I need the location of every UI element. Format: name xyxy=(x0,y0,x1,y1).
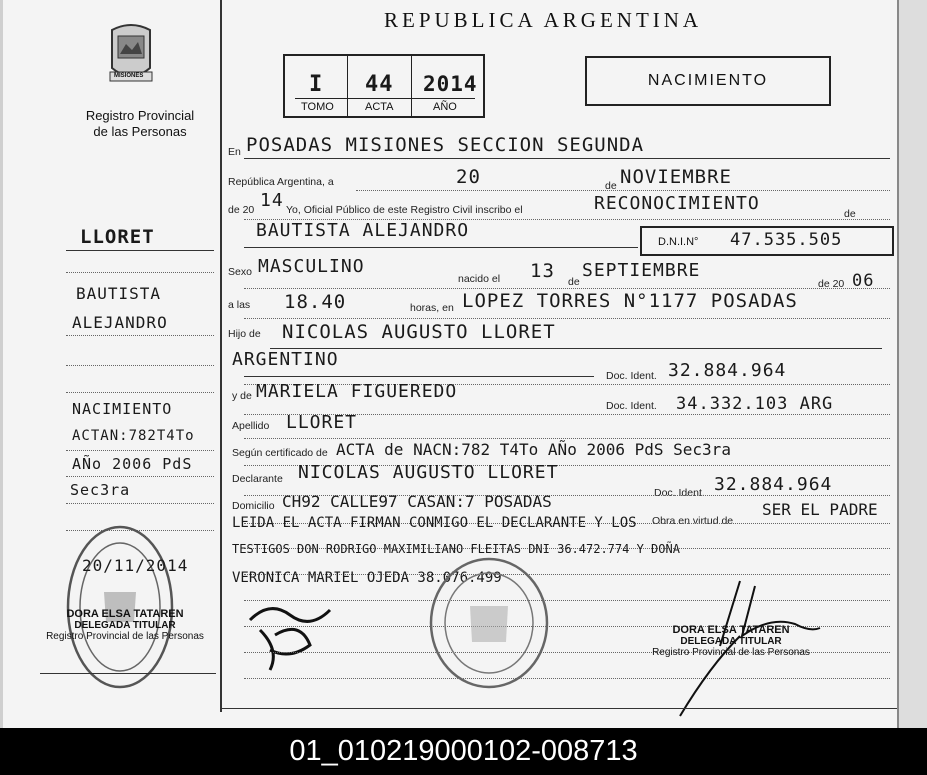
value-birth-day: 13 xyxy=(530,260,555,282)
value-apellido: LLORET xyxy=(286,412,358,433)
value-hour: 18.40 xyxy=(284,291,347,313)
country-title: REPUBLICA ARGENTINA xyxy=(384,8,703,32)
margin-official-block xyxy=(40,608,210,642)
margin-names-2: ALEJANDRO xyxy=(72,313,168,332)
value-birth-place: LOPEZ TORRES N°1177 POSADAS xyxy=(462,290,798,312)
bottom-border xyxy=(222,708,897,709)
value-father: NICOLAS AUGUSTO LLORET xyxy=(282,321,556,343)
margin-dots-4 xyxy=(66,392,214,393)
label-de-3: de xyxy=(568,276,580,288)
label-yde: y de xyxy=(232,390,252,402)
registry-line-1: Registro Provincial xyxy=(85,108,195,123)
label-segun: Según certificado de xyxy=(232,447,328,459)
margin-names-1: BAUTISTA xyxy=(76,284,162,303)
value-dni: 47.535.505 xyxy=(730,230,843,250)
record-type: NACIMIENTO xyxy=(647,72,769,89)
value-father-doc: 32.884.964 xyxy=(668,360,787,381)
tomo-value: I xyxy=(309,72,324,97)
document-id-footer: 01_010219000102-008713 xyxy=(0,728,927,775)
right-page-edge xyxy=(897,0,927,728)
margin-stamp-date: 20/11/2014 xyxy=(82,556,189,575)
value-father-nat: ARGENTINO xyxy=(232,349,339,370)
crest-label: MISIONES xyxy=(114,73,144,79)
line-apellido xyxy=(244,438,890,439)
label-doc1: Doc. Ident. xyxy=(606,370,657,382)
label-de: de xyxy=(605,180,617,192)
acta-label: ACTA xyxy=(365,101,394,113)
right-official-name: DORA ELSA TATAREN xyxy=(672,624,790,636)
label-nacido: nacido el xyxy=(458,273,501,285)
value-birth-month: SEPTIEMBRE xyxy=(582,260,701,281)
margin-dots-5 xyxy=(66,450,214,451)
label-en: En xyxy=(228,146,241,158)
label-horas: horas, en xyxy=(410,302,454,314)
dni-box xyxy=(640,226,894,256)
tomo-label: TOMO xyxy=(301,101,334,113)
value-sexo: MASCULINO xyxy=(258,256,365,277)
line-date xyxy=(356,190,890,191)
value-year: 14 xyxy=(260,190,284,211)
margin-signature xyxy=(240,590,340,680)
margin-bottom-line xyxy=(40,673,216,674)
left-column-border xyxy=(220,0,222,712)
record-number-box xyxy=(283,54,485,118)
line-hour xyxy=(244,318,890,319)
value-birth-year: 06 xyxy=(852,271,875,291)
label-doc3: Doc. Ident. xyxy=(654,487,705,499)
value-place: POSADAS MISIONES SECCION SEGUNDA xyxy=(246,134,645,156)
left-page-edge xyxy=(0,0,3,728)
margin-dots-1 xyxy=(66,272,214,273)
value-declarant: NICOLAS AUGUSTO LLORET xyxy=(298,462,559,483)
margin-official-title: DELEGADA TITULAR xyxy=(74,620,176,631)
value-observation-2: TESTIGOS DON RODRIGO MAXIMILIANO FLEITAS DNI 36.472.774 Y DOÑA xyxy=(232,542,680,556)
value-act: RECONOCIMIENTO xyxy=(594,193,760,214)
label-declarante: Declarante xyxy=(232,473,283,485)
margin-dots-6 xyxy=(66,476,214,477)
right-official-block xyxy=(636,624,826,658)
value-day: 20 xyxy=(456,166,481,188)
value-domicile: CH92 CALLE97 CASAN:7 POSADAS xyxy=(282,492,552,511)
value-month: NOVIEMBRE xyxy=(620,166,732,188)
registry-line-2: de las Personas xyxy=(93,124,187,139)
line-place xyxy=(244,158,890,159)
value-observation-3: VERONICA MARIEL OJEDA 38.076.499 xyxy=(232,570,502,586)
margin-dots-7 xyxy=(66,503,214,504)
acta-divider xyxy=(411,56,412,116)
value-certificate: ACTA de NACN:782 T4To AÑo 2006 PdS Sec3ra xyxy=(336,440,731,459)
label-divider xyxy=(295,98,475,99)
label-doc2: Doc. Ident. xyxy=(606,400,657,412)
anio-label: AÑO xyxy=(433,101,457,113)
registry-title xyxy=(60,108,220,140)
margin-note-1: NACIMIENTO xyxy=(72,400,173,418)
anio-value: 2014 xyxy=(423,72,478,96)
label-dni: D.N.I.N° xyxy=(658,236,699,248)
line-child xyxy=(244,247,638,248)
line-nat xyxy=(244,376,594,377)
label-de20: de 20 xyxy=(228,204,255,216)
value-observation-1: LEIDA EL ACTA FIRMAN CONMIGO EL DECLARANTE Y LOS xyxy=(232,515,637,531)
margin-dots-3 xyxy=(66,365,214,366)
margin-surname: LLORET xyxy=(80,226,155,248)
label-alas: a las xyxy=(228,299,251,311)
label-apellido: Apellido xyxy=(232,420,270,432)
value-mother-doc: 34.332.103 ARG xyxy=(676,394,834,414)
tomo-divider xyxy=(347,56,348,116)
label-republica: República Argentina, a xyxy=(228,176,334,188)
record-type-box xyxy=(585,56,831,106)
value-declarant-doc: 32.884.964 xyxy=(714,474,833,495)
label-hijo: Hijo de xyxy=(228,328,261,340)
official-seal-stamp-left xyxy=(64,522,176,692)
right-official-office: Registro Provincial de las Personas xyxy=(652,647,810,658)
margin-dots-2 xyxy=(66,335,214,336)
margin-note-4: Sec3ra xyxy=(70,481,131,499)
margin-official-office: Registro Provincial de las Personas xyxy=(46,631,204,642)
acta-value: 44 xyxy=(365,72,394,97)
margin-note-2: ACTAN:782T4To xyxy=(72,428,195,444)
margin-official-name: DORA ELSA TATAREN xyxy=(66,608,184,620)
right-official-title: DELEGADA TITULAR xyxy=(680,636,782,647)
line-father xyxy=(270,348,882,349)
province-crest-icon xyxy=(104,20,158,90)
label-obra: Obra en virtud de xyxy=(652,515,734,527)
margin-line-1 xyxy=(66,250,214,251)
label-de-2: de xyxy=(844,208,856,220)
value-mother: MARIELA FIGUEREDO xyxy=(256,381,458,402)
value-obra: SER EL PADRE xyxy=(762,500,878,519)
label-sexo: Sexo xyxy=(228,266,252,278)
label-oficial: Yo, Oficial Público de este Registro Civil inscribo el xyxy=(286,204,523,216)
line-birth xyxy=(244,288,890,289)
label-de20b: de 20 xyxy=(818,278,845,290)
value-child-name: BAUTISTA ALEJANDRO xyxy=(256,220,470,241)
official-seal-stamp-center xyxy=(428,556,550,690)
margin-note-3: AÑo 2006 PdS xyxy=(72,455,193,473)
label-domicilio: Domicilio xyxy=(232,500,275,512)
